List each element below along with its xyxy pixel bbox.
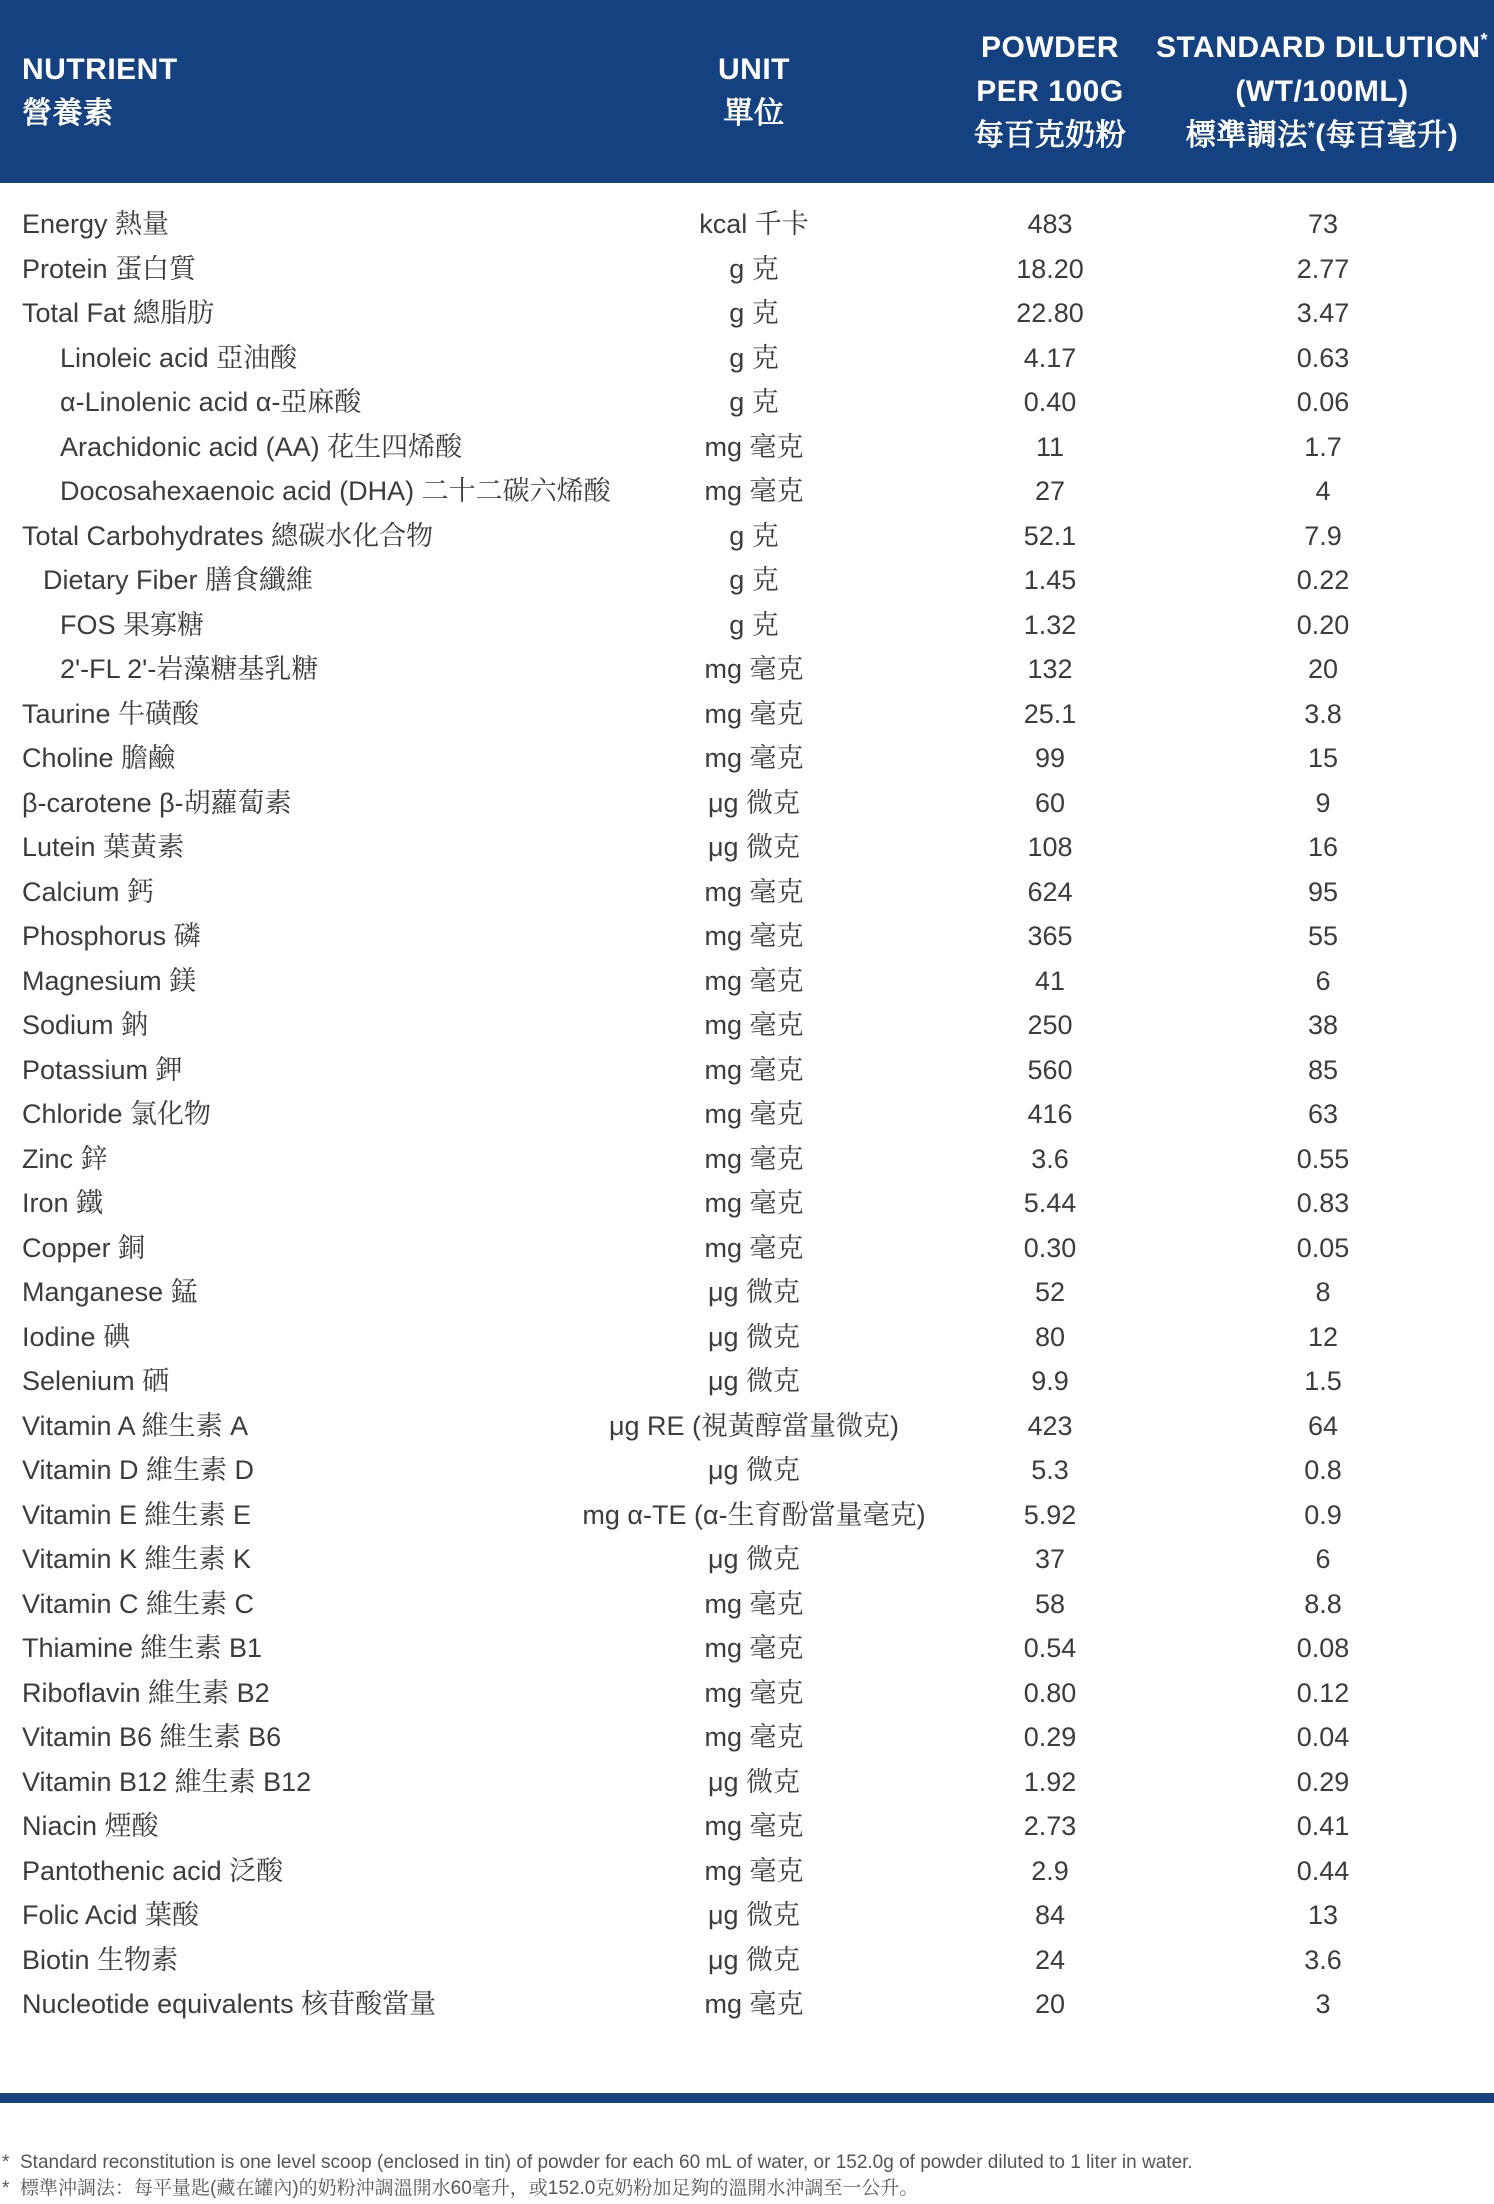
value-standard-dilution: 0.41 (1296, 1811, 1350, 1841)
table-row (0, 647, 1494, 692)
value-standard-dilution: 0.06 (1296, 387, 1350, 417)
table-row (0, 1760, 1494, 1805)
bottom-rule (0, 2093, 1494, 2103)
nutrient-unit: mg 毫克 (704, 921, 804, 951)
nutrient-name: Total Carbohydrates 總碳水化合物 (22, 520, 434, 551)
nutrient-name: Taurine 牛磺酸 (22, 698, 200, 729)
value-per-100g: 0.80 (1023, 1677, 1077, 1708)
nutrient-name: Phosphorus 磷 (22, 921, 201, 951)
value-per-100g: 132 (1027, 654, 1073, 684)
table-header (0, 0, 1494, 183)
table-row (0, 692, 1494, 737)
header-dilution-mark: * (1480, 29, 1489, 50)
header-powder-line1: POWDER (981, 30, 1119, 64)
header-powder (935, 0, 1165, 183)
value-standard-dilution: 0.08 (1296, 1633, 1350, 1663)
table-row (0, 781, 1494, 826)
header-unit-en: UNIT (718, 52, 790, 86)
nutrient-unit: g 克 (729, 298, 779, 328)
nutrient-unit: mg 毫克 (704, 1588, 804, 1619)
nutrient-unit: mg 毫克 (704, 965, 804, 996)
value-per-100g: 9.9 (1031, 1366, 1069, 1396)
table-row (0, 825, 1494, 870)
table-row (0, 1003, 1494, 1048)
header-dilution-zh-a: 標準調法 (1185, 118, 1308, 152)
nutrient-unit: mg 毫克 (704, 476, 804, 506)
value-standard-dilution: 63 (1307, 1099, 1339, 1129)
footnotes (0, 2150, 1494, 2202)
table-row (0, 1404, 1494, 1449)
value-per-100g: 20 (1034, 1989, 1066, 2019)
nutrient-name: Protein 蛋白質 (22, 253, 197, 284)
nutrient-unit: g 克 (729, 520, 779, 551)
nutrient-name: FOS 果寡糖 (60, 609, 205, 640)
header-powder-line2: PER 100G (976, 74, 1124, 108)
nutrient-unit: mg 毫克 (704, 1989, 804, 2019)
value-per-100g: 1.32 (1023, 609, 1077, 640)
value-standard-dilution: 3.8 (1304, 698, 1342, 729)
nutrient-unit: μg 微克 (707, 1766, 801, 1797)
value-per-100g: 2.73 (1023, 1811, 1077, 1841)
value-per-100g: 2.9 (1031, 1855, 1069, 1886)
value-per-100g: 0.40 (1023, 387, 1077, 417)
nutrient-name: Total Fat 總脂肪 (22, 298, 215, 328)
table-row (0, 1938, 1494, 1983)
table-row (0, 1537, 1494, 1582)
footnote-text: Standard reconstitution is one level scoop (enclosed in tin) of powder for each 60 mL of water, or 152.0g of powder diluted to 1 liter in water. (20, 2152, 1193, 2173)
table-row (0, 558, 1494, 603)
value-standard-dilution: 0.8 (1304, 1455, 1342, 1485)
nutrient-unit: mg 毫克 (704, 1232, 804, 1263)
nutrient-name: Folic Acid 葉酸 (22, 1900, 200, 1930)
nutrient-name: 2'-FL 2'-岩藻糖基乳糖 (60, 654, 319, 684)
value-standard-dilution: 0.44 (1296, 1855, 1350, 1886)
nutrient-name: Potassium 鉀 (22, 1054, 183, 1085)
value-per-100g: 27 (1034, 476, 1066, 506)
nutrient-unit: mg 毫克 (704, 654, 804, 684)
nutrient-unit: μg 微克 (707, 1277, 801, 1307)
table-row (0, 1626, 1494, 1671)
value-per-100g: 560 (1027, 1054, 1073, 1085)
value-standard-dilution: 4 (1315, 476, 1331, 506)
value-per-100g: 37 (1034, 1544, 1066, 1574)
value-standard-dilution: 0.22 (1296, 565, 1350, 595)
table-row (0, 1226, 1494, 1271)
table-row (0, 1092, 1494, 1137)
table-row (0, 514, 1494, 559)
value-per-100g: 25.1 (1023, 698, 1077, 729)
value-per-100g: 58 (1034, 1588, 1066, 1619)
header-unit-zh: 單位 (723, 96, 785, 130)
nutrient-name: Arachidonic acid (AA) 花生四烯酸 (60, 431, 463, 462)
value-standard-dilution: 0.29 (1296, 1766, 1350, 1797)
value-per-100g: 3.6 (1031, 1143, 1069, 1174)
nutrient-unit: mg 毫克 (704, 743, 804, 773)
value-per-100g: 52.1 (1023, 520, 1077, 551)
value-standard-dilution: 0.63 (1296, 342, 1350, 373)
value-standard-dilution: 85 (1307, 1054, 1339, 1085)
nutrient-name: β-carotene β-胡蘿蔔素 (22, 787, 292, 818)
value-per-100g: 1.45 (1023, 565, 1077, 595)
nutrient-unit: mg 毫克 (704, 1811, 804, 1841)
table-row (0, 202, 1494, 247)
value-per-100g: 99 (1034, 743, 1066, 773)
value-standard-dilution: 64 (1307, 1410, 1339, 1441)
header-nutrient-zh: 營養素 (22, 96, 114, 130)
nutrient-unit: μg 微克 (707, 1944, 801, 1975)
nutrient-unit: mg 毫克 (704, 1188, 804, 1218)
value-per-100g: 24 (1034, 1944, 1066, 1975)
value-per-100g: 41 (1034, 965, 1066, 996)
nutrient-name: Iron 鐵 (22, 1188, 104, 1218)
value-standard-dilution: 0.05 (1296, 1232, 1350, 1263)
value-per-100g: 5.92 (1023, 1499, 1077, 1530)
value-per-100g: 0.54 (1023, 1633, 1077, 1663)
nutrient-name: Lutein 葉黃素 (22, 832, 185, 862)
value-standard-dilution: 15 (1307, 743, 1339, 773)
nutrient-unit: mg 毫克 (704, 1722, 804, 1752)
nutrient-name: Vitamin D 維生素 D (22, 1455, 255, 1485)
value-standard-dilution: 16 (1307, 832, 1339, 862)
value-standard-dilution: 3.47 (1296, 298, 1350, 328)
value-per-100g: 22.80 (1016, 298, 1084, 328)
nutrient-unit: mg 毫克 (704, 1677, 804, 1708)
value-per-100g: 416 (1027, 1099, 1073, 1129)
nutrient-unit: mg 毫克 (704, 1099, 804, 1129)
nutrient-name: Calcium 鈣 (22, 876, 155, 907)
table-row (0, 425, 1494, 470)
value-per-100g: 250 (1027, 1010, 1073, 1040)
value-standard-dilution: 6 (1315, 1544, 1331, 1574)
nutrient-name: Vitamin B6 維生素 B6 (22, 1722, 282, 1752)
value-standard-dilution: 55 (1307, 921, 1339, 951)
value-per-100g: 0.30 (1023, 1232, 1077, 1263)
footnote (0, 2150, 1494, 2176)
nutrient-name: Thiamine 維生素 B1 (22, 1633, 263, 1663)
value-standard-dilution: 8.8 (1304, 1588, 1342, 1619)
header-dilution-zh-b: (每百毫升) (1315, 118, 1459, 152)
table-row (0, 1181, 1494, 1226)
nutrient-name: Biotin 生物素 (22, 1944, 179, 1975)
value-standard-dilution: 0.83 (1296, 1188, 1350, 1218)
nutrient-name: Copper 銅 (22, 1232, 146, 1263)
value-per-100g: 365 (1027, 921, 1073, 951)
value-standard-dilution: 2.77 (1296, 253, 1350, 284)
table-row (0, 870, 1494, 915)
nutrient-unit: μg 微克 (707, 1455, 801, 1485)
value-standard-dilution: 0.04 (1296, 1722, 1350, 1752)
nutrient-unit: μg 微克 (707, 1900, 801, 1930)
table-row (0, 1582, 1494, 1627)
nutrient-name: α-Linolenic acid α-亞麻酸 (60, 387, 362, 417)
header-dilution-line2: (WT/100ML) (1235, 74, 1409, 108)
footnote (0, 2176, 1494, 2202)
value-per-100g: 4.17 (1023, 342, 1077, 373)
nutrient-unit: mg 毫克 (704, 431, 804, 462)
nutrient-unit: g 克 (729, 253, 779, 284)
header-powder-zh: 每百克奶粉 (973, 118, 1127, 152)
nutrient-name: Vitamin A 維生素 A (22, 1410, 249, 1441)
table-row (0, 1448, 1494, 1493)
value-standard-dilution: 95 (1307, 876, 1339, 907)
footnote-mark: * (2, 2152, 10, 2173)
nutrient-name: Sodium 鈉 (22, 1010, 149, 1040)
table-row (0, 1048, 1494, 1093)
nutrient-name: Linoleic acid 亞油酸 (60, 342, 298, 373)
nutrient-unit: kcal 千卡 (699, 209, 809, 239)
nutrient-name: Pantothenic acid 泛酸 (22, 1855, 284, 1886)
value-standard-dilution: 38 (1307, 1010, 1339, 1040)
nutrient-unit: μg 微克 (707, 1321, 801, 1352)
nutrient-unit: mg 毫克 (704, 698, 804, 729)
value-per-100g: 5.3 (1031, 1455, 1069, 1485)
nutrient-table (0, 202, 1494, 2027)
value-standard-dilution: 0.20 (1296, 609, 1350, 640)
table-row (0, 336, 1494, 381)
table-row (0, 1849, 1494, 1894)
value-per-100g: 1.92 (1023, 1766, 1077, 1797)
value-per-100g: 423 (1027, 1410, 1073, 1441)
nutrient-name: Vitamin B12 維生素 B12 (22, 1766, 312, 1797)
header-dilution-zh-mark: * (1307, 117, 1316, 138)
table-row (0, 736, 1494, 781)
table-row (0, 291, 1494, 336)
value-standard-dilution: 7.9 (1304, 520, 1342, 551)
nutrient-unit: μg 微克 (707, 787, 801, 818)
table-row (0, 914, 1494, 959)
value-standard-dilution: 8 (1315, 1277, 1331, 1307)
nutrient-unit: mg 毫克 (704, 1855, 804, 1886)
value-per-100g: 108 (1027, 832, 1073, 862)
nutrient-name: Niacin 煙酸 (22, 1811, 159, 1841)
nutrient-unit: μg RE (視黃醇當量微克) (608, 1410, 900, 1441)
nutrient-name: Dietary Fiber 膳食纖維 (43, 565, 314, 595)
value-standard-dilution: 0.12 (1296, 1677, 1350, 1708)
header-dilution (1150, 0, 1494, 183)
table-row (0, 1804, 1494, 1849)
nutrient-unit: mg 毫克 (704, 876, 804, 907)
header-nutrient-en: NUTRIENT (22, 52, 178, 86)
table-row (0, 1671, 1494, 1716)
value-per-100g: 0.29 (1023, 1722, 1077, 1752)
nutrient-name: Nucleotide equivalents 核苷酸當量 (22, 1989, 437, 2019)
table-row (0, 603, 1494, 648)
nutrient-unit: mg 毫克 (704, 1143, 804, 1174)
nutrient-unit: mg 毫克 (704, 1633, 804, 1663)
nutrient-name: Energy 熱量 (22, 209, 170, 239)
value-standard-dilution: 13 (1307, 1900, 1339, 1930)
nutrient-unit: μg 微克 (707, 832, 801, 862)
nutrient-unit: g 克 (729, 565, 779, 595)
value-standard-dilution: 3.6 (1304, 1944, 1342, 1975)
value-standard-dilution: 12 (1307, 1321, 1339, 1352)
table-row (0, 1982, 1494, 2027)
value-standard-dilution: 0.9 (1304, 1499, 1342, 1530)
header-unit (654, 0, 854, 183)
nutrient-name: Selenium 硒 (22, 1366, 170, 1396)
table-row (0, 959, 1494, 1004)
value-standard-dilution: 1.7 (1304, 431, 1342, 462)
table-row (0, 1893, 1494, 1938)
nutrient-unit: g 克 (729, 342, 779, 373)
value-standard-dilution: 73 (1307, 209, 1339, 239)
nutrient-unit: mg 毫克 (704, 1010, 804, 1040)
value-standard-dilution: 3 (1315, 1989, 1331, 2019)
table-row (0, 1715, 1494, 1760)
nutrient-name: Vitamin E 維生素 E (22, 1499, 252, 1530)
value-standard-dilution: 9 (1315, 787, 1331, 818)
value-per-100g: 80 (1034, 1321, 1066, 1352)
nutrient-unit: mg 毫克 (704, 1054, 804, 1085)
value-per-100g: 60 (1034, 787, 1066, 818)
value-per-100g: 624 (1027, 876, 1073, 907)
nutrient-name: Magnesium 鎂 (22, 965, 197, 996)
table-row (0, 1315, 1494, 1360)
nutrient-name: Vitamin C 維生素 C (22, 1588, 255, 1619)
nutrient-unit: g 克 (729, 609, 779, 640)
footnote-mark: * (2, 2178, 10, 2199)
nutrient-name: Manganese 錳 (22, 1277, 198, 1307)
table-row (0, 1137, 1494, 1182)
value-per-100g: 18.20 (1016, 253, 1084, 284)
nutrient-name: Iodine 碘 (22, 1321, 131, 1352)
value-standard-dilution: 20 (1307, 654, 1339, 684)
footnote-text: 標準沖調法：每平量匙(藏在罐內)的奶粉沖調溫開水60毫升，或152.0克奶粉加足夠的溫開水沖調至一公升。 (20, 2178, 919, 2199)
header-nutrient (22, 0, 178, 183)
table-row (0, 380, 1494, 425)
value-standard-dilution: 1.5 (1304, 1366, 1342, 1396)
table-row (0, 247, 1494, 292)
nutrient-name: Chloride 氯化物 (22, 1099, 212, 1129)
nutrient-unit: μg 微克 (707, 1544, 801, 1574)
value-standard-dilution: 6 (1315, 965, 1331, 996)
value-per-100g: 11 (1035, 431, 1065, 462)
nutrient-unit: mg α-TE (α-生育酚當量毫克) (582, 1499, 926, 1530)
value-per-100g: 483 (1027, 209, 1073, 239)
nutrient-name: Docosahexaenoic acid (DHA) 二十二碳六烯酸 (60, 476, 611, 506)
value-standard-dilution: 0.55 (1296, 1143, 1350, 1174)
nutrient-unit: μg 微克 (707, 1366, 801, 1396)
nutrient-name: Vitamin K 維生素 K (22, 1544, 252, 1574)
value-per-100g: 84 (1034, 1900, 1066, 1930)
value-per-100g: 5.44 (1023, 1188, 1077, 1218)
table-row (0, 1359, 1494, 1404)
header-dilution-zh-wrap (1186, 114, 1459, 158)
nutrient-name: Riboflavin 維生素 B2 (22, 1677, 270, 1708)
nutrient-unit: g 克 (729, 387, 779, 417)
header-dilution-line1-wrap (1156, 26, 1488, 70)
table-row (0, 1270, 1494, 1315)
nutrient-name: Zinc 鋅 (22, 1143, 108, 1174)
value-per-100g: 52 (1034, 1277, 1066, 1307)
table-row (0, 469, 1494, 514)
header-dilution-line1: STANDARD DILUTION (1155, 30, 1481, 64)
table-row (0, 1493, 1494, 1538)
nutrient-name: Choline 膽鹼 (22, 743, 176, 773)
